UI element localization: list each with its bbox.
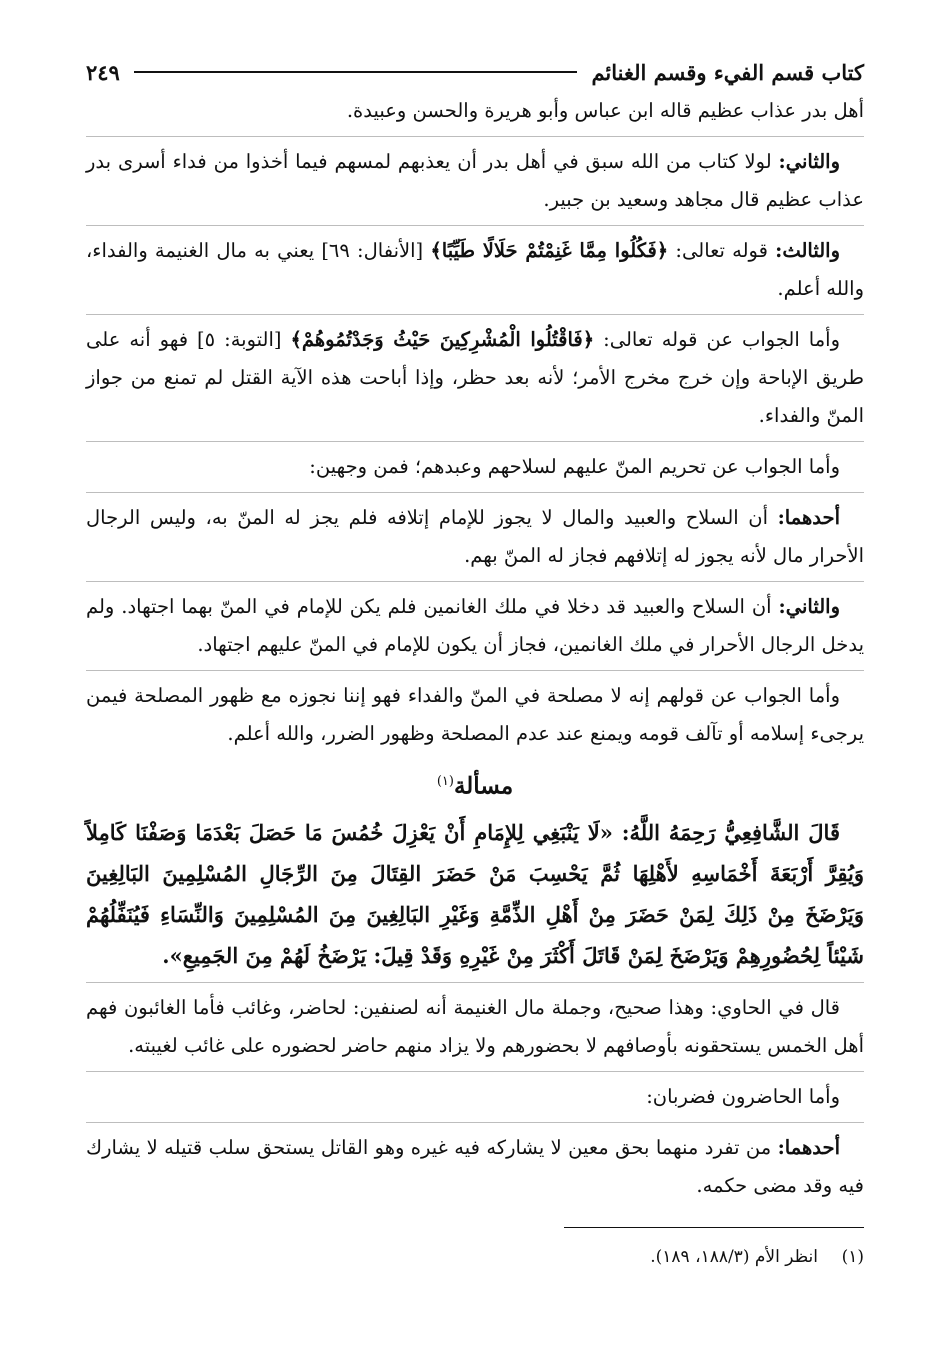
paragraph-3 xyxy=(86,232,864,308)
section-title xyxy=(86,759,864,810)
paragraph-6 xyxy=(86,499,864,575)
keyword-label: والثاني: xyxy=(778,150,840,173)
divider xyxy=(86,670,864,671)
divider xyxy=(86,441,864,442)
paragraph-5: وأما الجواب عن تحريم المنّ عليهم لسلاحهم وعبدهم؛ فمن وجهين: xyxy=(309,455,840,478)
divider xyxy=(86,581,864,582)
footnote-number: (١) xyxy=(841,1246,864,1267)
divider xyxy=(86,136,864,137)
divider xyxy=(86,314,864,315)
paragraph-text: [التوبة: ٥] فهو أنه على طريق الإباحة وإن خرج مخرج الأمر؛ لأنه بعد حظر، وإذا أباحت هذه الآية القتل لم تمنع من جواز المنّ والفداء. xyxy=(86,328,864,427)
divider xyxy=(86,1071,864,1072)
keyword-label: والثالث: xyxy=(775,239,841,262)
header-rule xyxy=(134,71,578,73)
footnote-reference: (١) xyxy=(436,774,454,789)
paragraph-11 xyxy=(86,1129,864,1205)
shafii-quote: قَالَ الشَّافِعِيُّ رَحِمَهُ اللَّهُ: «لَا يَنْبَغِي لِلإِمَامِ أَنْ يَعْزِلَ خُمُسَ مَا حَصَلَ بَعْدَمَا وَصَفْنَا كَامِلاً وَيُقِرَّ أَرْبَعَةَ أَخْمَاسِهِ لأَهْلِهَا ثُمَّ يَحْسِبَ مَنْ حَضَرَ القِتَالَ مِنَ الرِّجَالِ المُسْلِمِينَ البَالِغِينَ وَيَرْضَخَ مِنْ ذَلِكَ لِمَنْ حَضَرَ مِنْ أَهْلِ الذِّمَّةِ وَغَيْرِ البَالِغِينَ مِنَ المُسْلِمِينَ وَالنِّسَاءِ فَيُنَفِّلُهُمْ شَيْئاً لِحُضُورِهِمْ وَيَرْضَخَ لِمَنْ قَاتَلَ أَكْثَرَ مِنْ غَيْرِهِ وَقَدْ قِيلَ: يَرْضَخُ لَهُمْ مِنَ الجَمِيعِ». xyxy=(86,819,864,968)
paragraph-9: قال في الحاوي: وهذا صحيح، وجملة مال الغنيمة أنه لصنفين: لحاضر، وغائب فأما الغائبون فهم أهل الخمس يستحقونه بأوصافهم لا بحضورهم ولا يزاد منهم حاضر لحضوره على غائب لغيبته. xyxy=(86,995,864,1057)
divider xyxy=(86,982,864,983)
divider xyxy=(86,492,864,493)
paragraph-4 xyxy=(86,321,864,435)
paragraph-text: لولا كتاب من الله سبق في أهل بدر أن يعذبهم لمسهم فيما أخذوا من فداء أسرى بدر عذاب عظيم قال مجاهد وسعيد بن جبير. xyxy=(86,150,864,211)
keyword-label: أحدهما: xyxy=(777,1135,840,1159)
paragraph-7 xyxy=(86,588,864,664)
divider xyxy=(86,225,864,226)
paragraph-8: وأما الجواب عن قولهم إنه لا مصلحة في المنّ والفداء فهو إننا نجوزه مع ظهور المصلحة فيمن يرجىء إسلامه أو تآلف قومه ويمنع عند عدم المصلحة وظهور الضرر، والله أعلم. xyxy=(86,684,864,745)
running-header xyxy=(86,52,864,92)
paragraph-text: أن السلاح والعبيد قد دخلا في ملك الغانمين فلم يكن للإمام في المنّ بهما اجتهاد. ولم يدخل الرجال الأحرار في ملك الغانمين، فجاز أن يكون للإمام في المنّ عليهم اجتهاد. xyxy=(86,595,864,656)
footnote-rule xyxy=(564,1227,864,1228)
footnote xyxy=(86,1240,864,1274)
paragraph-text: أن السلاح والعبيد والمال لا يجوز للإمام إتلافه فلم يجز له المنّ به، وليس الرجال الأحرار مال لأنه يجوز له إتلافهم فجاز له المنّ بهم. xyxy=(86,506,864,567)
keyword-label: أحدهما: xyxy=(777,506,840,529)
section-title-text: مسألة xyxy=(453,772,514,800)
paragraph-1: أهل بدر عذاب عظيم قاله ابن عباس وأبو هريرة والحسن وعبيدة. xyxy=(346,99,864,122)
paragraph-10: وأما الحاضرون فضربان: xyxy=(646,1084,840,1108)
divider xyxy=(86,1122,864,1123)
book-title: كتاب قسم الفيء وقسم الغنائم xyxy=(591,59,864,85)
footnote-text: انظر الأم (١٨٨/٣، ١٨٩). xyxy=(650,1246,818,1267)
quran-verse: ﴿فَاقْتُلُوا الْمُشْرِكِينَ حَيْثُ وَجَدْتُمُوهُمْ﴾ xyxy=(290,328,595,351)
paragraph-text: قوله تعالى: xyxy=(668,239,776,262)
quran-verse: ﴿فَكُلُوا مِمَّا غَنِمْتُمْ حَلَالًا طَيِّبًا﴾ xyxy=(430,239,669,262)
book-page xyxy=(86,52,864,1274)
paragraph-text: وأما الجواب عن قوله تعالى: xyxy=(594,328,840,351)
paragraph-text: [الأنفال: ٦٩] يعني به مال الغنيمة والفداء، والله أعلم. xyxy=(86,239,864,300)
page-number: ٢٤٩ xyxy=(86,59,120,85)
paragraph-2 xyxy=(86,143,864,219)
keyword-label: والثاني: xyxy=(778,595,840,618)
paragraph-text: من تفرد منهما بحق معين لا يشاركه فيه غيره وهو القاتل يستحق سلب قتيله لا يشارك فيه وقد مضى حكمه. xyxy=(86,1135,864,1197)
